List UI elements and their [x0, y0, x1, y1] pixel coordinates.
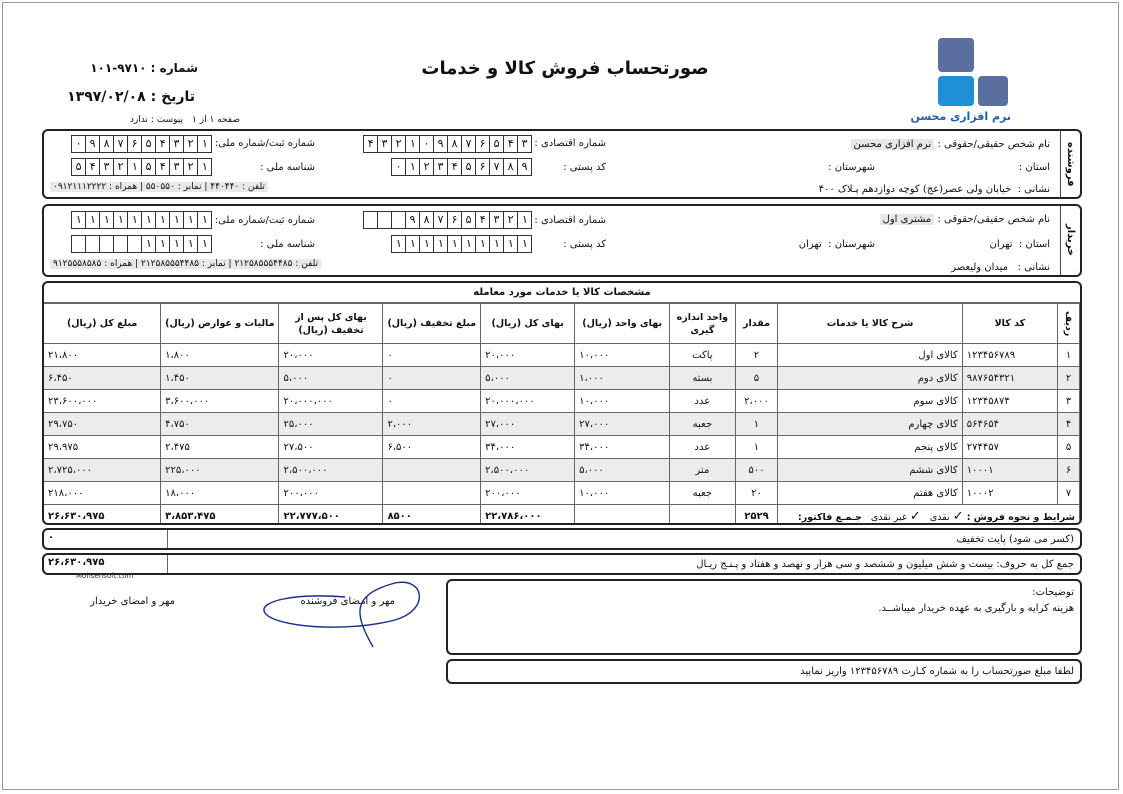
table-cell: ۰ [383, 390, 481, 413]
digit-cell: ۸ [99, 135, 114, 153]
table-cell: ۲ [735, 344, 778, 367]
digit-cell: ۲ [113, 158, 128, 176]
table-row [44, 413, 1080, 436]
items-total-row [44, 505, 1080, 526]
table-cell: کالای اول [778, 344, 962, 367]
digit-cell: ۵ [141, 135, 156, 153]
buyer-province: استان : تهران [989, 239, 1050, 250]
table-cell: ۱ [735, 413, 778, 436]
table-cell: ۲ [1058, 367, 1080, 390]
discount-section [42, 528, 1082, 550]
table-cell: ۵ [1058, 436, 1080, 459]
table-cell: ۴ [1058, 413, 1080, 436]
digit-cell: ۱ [461, 235, 476, 253]
digit-cell: ۱ [127, 211, 142, 229]
digit-cell: ۱ [197, 235, 212, 253]
table-cell: ۶،۵۰۰ [383, 436, 481, 459]
table-cell: ۲،۰۰۰ [383, 413, 481, 436]
table-cell: کالای سوم [778, 390, 962, 413]
discount-value: ۰ [48, 532, 55, 543]
noncash-check-icon: ✓ [909, 508, 921, 524]
digit-cell: ۱ [169, 235, 184, 253]
items-header-cell: مالیات و عوارض (ریال) [161, 304, 279, 344]
table-cell: ۱،۸۰۰ [161, 344, 279, 367]
seller-national-cells [72, 158, 212, 176]
table-row [44, 436, 1080, 459]
seller-name-value: نرم افزاری محسن [851, 139, 935, 150]
table-cell: ۲،۰۰۰ [735, 390, 778, 413]
digit-cell: ۲ [503, 211, 518, 229]
seller-postal-label: کد پستی : [563, 162, 606, 173]
items-section-title: مشخصات کالا یا خدمات مورد معامله [44, 283, 1080, 303]
table-cell: ۵۶۴۶۵۴ [962, 413, 1057, 436]
table-cell: بسته [670, 367, 735, 390]
digit-cell: ۱ [127, 158, 142, 176]
buyer-signature-label: مهر و امضای خریدار [90, 596, 175, 607]
table-cell: پاکت [670, 344, 735, 367]
table-cell: ۲،۷۲۵،۰۰۰ [44, 459, 161, 482]
table-cell: متر [670, 459, 735, 482]
items-section [42, 281, 1082, 525]
digit-cell: ۴ [363, 135, 378, 153]
words-section [42, 553, 1082, 575]
table-cell: ۵،۰۰۰ [279, 367, 383, 390]
digit-cell: ۴ [475, 211, 490, 229]
seller-city-label: شهرستان : [828, 162, 875, 173]
payment-text: لطفا مبلغ صورتحساب را به شماره کـارت ۱۲۳۴۵۶۷۸۹ واریز نمایید [800, 666, 1074, 677]
digit-cell: ۱ [197, 135, 212, 153]
table-cell: ۳۴،۰۰۰ [575, 436, 670, 459]
digit-cell: ۷ [113, 135, 128, 153]
digit-cell: ۱ [155, 235, 170, 253]
seller-signature-icon [255, 575, 435, 655]
buyer-economic-cells [364, 211, 532, 229]
buyer-reg-cells [72, 211, 212, 229]
seller-reg-cells [72, 135, 212, 153]
discount-value-cell [44, 530, 168, 548]
table-cell: ۹۸۷۶۵۴۳۲۱ [962, 367, 1057, 390]
total-gross: ۲۲،۷۸۶،۰۰۰ [481, 505, 575, 526]
digit-cell [85, 235, 100, 253]
digit-cell: ۱ [141, 235, 156, 253]
digit-cell: ۱ [141, 211, 156, 229]
digit-cell: ۱ [517, 211, 532, 229]
digit-cell: ۸ [503, 158, 518, 176]
seller-phone-line: تلفن : ۴۴۰۴۴۰ | نمابر : ۵۵۰۵۵۰ | همراه : ۰۹۱۲۱۱۱۲۲۲۲ [50, 182, 268, 192]
table-row [44, 482, 1080, 505]
digit-cell: ۵ [141, 158, 156, 176]
table-cell: ۲۹،۹۷۵ [44, 436, 161, 459]
table-cell: ۳۴،۰۰۰ [481, 436, 575, 459]
seller-economic-cells [364, 135, 532, 153]
digit-cell: ۶ [447, 211, 462, 229]
digit-cell [391, 211, 406, 229]
digit-cell: ۵ [489, 135, 504, 153]
table-cell: ۲۱۸،۰۰۰ [44, 482, 161, 505]
digit-cell: ۵ [461, 158, 476, 176]
table-cell: کالای پنجم [778, 436, 962, 459]
table-cell: ۴،۷۵۰ [161, 413, 279, 436]
items-header-cell: مقدار [735, 304, 778, 344]
table-cell: ۱۲۳۴۵۸۷۴ [962, 390, 1057, 413]
total-after-discount: ۲۲،۷۷۷،۵۰۰ [279, 505, 383, 526]
table-cell: کالای ششم [778, 459, 962, 482]
buyer-address-value: میدان ولیعصر [951, 262, 1009, 273]
seller-name-label: نام شخص حقیقی/حقوقی : نرم افزاری محسن [851, 139, 1050, 150]
digit-cell: ۱ [433, 235, 448, 253]
items-header-cell: مبلغ کل (ریال) [44, 304, 161, 344]
digit-cell: ۰ [71, 135, 86, 153]
digit-cell: ۳ [489, 211, 504, 229]
digit-cell: ۸ [447, 135, 462, 153]
buyer-postal-label: کد پستی : [563, 239, 606, 250]
digit-cell: ۱ [405, 235, 420, 253]
buyer-national-cells [72, 235, 212, 253]
table-cell: ۲۰،۰۰۰ [481, 344, 575, 367]
table-cell: ۵،۰۰۰ [575, 459, 670, 482]
table-cell: ۵۰۰ [735, 459, 778, 482]
table-cell: ۲۰۰،۰۰۰ [279, 482, 383, 505]
digit-cell: ۲ [391, 135, 406, 153]
table-row [44, 459, 1080, 482]
items-header-cell: بهای کل (ریال) [481, 304, 575, 344]
digit-cell: ۱ [197, 158, 212, 176]
digit-cell: ۷ [433, 211, 448, 229]
buyer-economic-label: شماره اقتصادی : [534, 215, 606, 226]
digit-cell: ۱ [419, 235, 434, 253]
total-amount: ۲۶،۶۳۰،۹۷۵ [44, 505, 161, 526]
buyer-section [42, 204, 1082, 277]
digit-cell: ۱ [489, 235, 504, 253]
logo-block-dark [938, 38, 974, 72]
table-cell: ۲۳،۶۰۰،۰۰۰ [44, 390, 161, 413]
table-cell: ۲۰،۰۰۰،۰۰۰ [481, 390, 575, 413]
table-cell: ۱۰،۰۰۰ [575, 344, 670, 367]
notes-label: توضیحات: [1032, 587, 1074, 598]
table-cell: ۳،۶۰۰،۰۰۰ [161, 390, 279, 413]
notes-section [446, 579, 1082, 655]
invoice-date: تاریخ : ۱۳۹۷/۰۲/۰۸ [67, 89, 195, 105]
table-cell: ۱۰۰۰۱ [962, 459, 1057, 482]
table-cell: ۲۹،۷۵۰ [44, 413, 161, 436]
total-unitprice-empty [575, 505, 670, 526]
table-cell: ۱ [1058, 344, 1080, 367]
discount-label: (کسر می شود) پایت تخفیف [956, 534, 1074, 545]
digit-cell: ۱ [517, 235, 532, 253]
payment-section [446, 659, 1082, 684]
table-row [44, 390, 1080, 413]
digit-cell: ۳ [169, 158, 184, 176]
sale-conditions: شرایط و نحوه فروش : ✓ نقدی ✓ غیر نقدی جـمـع فاکتور: [778, 505, 1080, 526]
buyer-address: نشانی : میدان ولیعصر [951, 262, 1050, 273]
buyer-reg-label: شماره ثبت/شماره ملی: [214, 215, 315, 226]
table-cell: ۵،۰۰۰ [481, 367, 575, 390]
buyer-name-label: نام شخص حقیقی/حقوقی : مشتری اول [880, 214, 1050, 225]
seller-postal-cells [392, 158, 532, 176]
buyer-name-value: مشتری اول [880, 214, 935, 225]
table-cell: کالای دوم [778, 367, 962, 390]
table-cell: ۰ [383, 367, 481, 390]
table-cell: ۱ [735, 436, 778, 459]
table-cell: عدد [670, 436, 735, 459]
digit-cell: ۰ [419, 135, 434, 153]
buyer-postal-cells [392, 235, 532, 253]
grand-total-cell [44, 555, 168, 573]
digit-cell: ۶ [127, 135, 142, 153]
total-qty: ۲۵۲۹ [735, 505, 778, 526]
digit-cell: ۶ [475, 158, 490, 176]
digit-cell: ۱ [169, 211, 184, 229]
table-cell: ۶ [1058, 459, 1080, 482]
digit-cell: ۱ [447, 235, 462, 253]
digit-cell: ۷ [461, 135, 476, 153]
digit-cell: ۳ [433, 158, 448, 176]
table-cell: ۳ [1058, 390, 1080, 413]
digit-cell: ۳ [99, 158, 114, 176]
digit-cell: ۷ [489, 158, 504, 176]
digit-cell: ۱ [405, 135, 420, 153]
digit-cell: ۰ [391, 158, 406, 176]
table-cell: ۲۷۴۴۵۷ [962, 436, 1057, 459]
notes-text: هزینه کرایه و بارگیری به عهده خریدار میباشــد. [878, 603, 1074, 614]
table-cell [383, 459, 481, 482]
digit-cell: ۴ [503, 135, 518, 153]
seller-signature-label: مهر و امضای فروشنده [300, 596, 395, 607]
table-cell: ۲،۵۰۰،۰۰۰ [481, 459, 575, 482]
digit-cell: ۴ [155, 158, 170, 176]
items-header-cell: واحد اندازه گیری [670, 304, 735, 344]
digit-cell: ۹ [85, 135, 100, 153]
seller-side-label: فروشنده [1060, 131, 1080, 197]
words-line: جمع کل به حروف: بیست و شش میلیون و ششصد و سی هزار و نهصد و هفتاد و پـنـج ریـال [696, 559, 1074, 570]
digit-cell: ۱ [183, 211, 198, 229]
table-cell: ۶،۴۵۰ [44, 367, 161, 390]
digit-cell [363, 211, 378, 229]
digit-cell: ۲ [183, 135, 198, 153]
items-header-cell: کد کالا [962, 304, 1057, 344]
digit-cell: ۱ [503, 235, 518, 253]
table-cell: جعبه [670, 413, 735, 436]
invoice-number: شماره : ۹۷۱۰-۱۰۱ [90, 61, 198, 75]
table-cell: ۲،۴۷۵ [161, 436, 279, 459]
table-cell: کالای هفتم [778, 482, 962, 505]
digit-cell: ۱ [99, 211, 114, 229]
items-header-cell: بهای واحد (ریال) [575, 304, 670, 344]
page-info: صفحه ۱ از ۱ [192, 115, 240, 125]
table-row [44, 367, 1080, 390]
seller-reg-label: شماره ثبت/شماره ملی: [214, 138, 315, 149]
digit-cell [377, 211, 392, 229]
digit-cell [99, 235, 114, 253]
table-cell: ۱،۴۵۰ [161, 367, 279, 390]
digit-cell: ۲ [183, 158, 198, 176]
digit-cell: ۱ [183, 235, 198, 253]
table-cell: ۲۲۵،۰۰۰ [161, 459, 279, 482]
table-cell: ۲۰ [735, 482, 778, 505]
table-cell: ۲،۵۰۰،۰۰۰ [279, 459, 383, 482]
table-cell: ۱۸،۰۰۰ [161, 482, 279, 505]
buyer-national-label: شناسه ملی : [260, 239, 315, 250]
digit-cell: ۵ [461, 211, 476, 229]
table-cell: ۲۰،۰۰۰،۰۰۰ [279, 390, 383, 413]
items-header-cell: ردیف [1058, 304, 1080, 344]
digit-cell: ۴ [155, 135, 170, 153]
total-tax: ۳،۸۵۳،۴۷۵ [161, 505, 279, 526]
table-cell: ۱۰،۰۰۰ [575, 390, 670, 413]
digit-cell: ۵ [71, 158, 86, 176]
digit-cell: ۱ [475, 235, 490, 253]
table-cell: ۲۵،۰۰۰ [279, 413, 383, 436]
seller-address-value: خیابان ولی عصر(عج) کوچه دوازدهم پـلاک ۴۰۰ [818, 184, 1012, 195]
total-unit-empty [670, 505, 735, 526]
table-cell: ۱۰،۰۰۰ [575, 482, 670, 505]
table-cell: ۱۰۰۰۲ [962, 482, 1057, 505]
table-cell: ۱،۰۰۰ [575, 367, 670, 390]
buyer-side-label: خریدار [1060, 206, 1080, 275]
digit-cell [113, 235, 128, 253]
table-cell: ۵ [735, 367, 778, 390]
items-header-row [44, 304, 1080, 344]
company-logo [910, 38, 1015, 128]
table-cell: ۲۰۰،۰۰۰ [481, 482, 575, 505]
table-cell: کالای چهارم [778, 413, 962, 436]
digit-cell: ۳ [169, 135, 184, 153]
digit-cell: ۴ [85, 158, 100, 176]
table-cell: ۰ [383, 344, 481, 367]
digit-cell: ۱ [85, 211, 100, 229]
table-row [44, 344, 1080, 367]
table-cell: ۲۷،۵۰۰ [279, 436, 383, 459]
digit-cell: ۱ [197, 211, 212, 229]
table-cell: جعبه [670, 482, 735, 505]
digit-cell: ۲ [419, 158, 434, 176]
buyer-city: شهرستان : تهران [798, 239, 875, 250]
attachment-info: پیوست : ندارد [129, 115, 183, 125]
table-cell: ۲۱،۸۰۰ [44, 344, 161, 367]
digit-cell [71, 235, 86, 253]
logo-text: نرم افزاری محسن [910, 110, 1011, 123]
digit-cell: ۹ [433, 135, 448, 153]
items-header-cell: بهای کل پس از تخفیف (ریال) [279, 304, 383, 344]
items-header-cell: شرح کالا یا خدمات [778, 304, 962, 344]
digit-cell [127, 235, 142, 253]
digit-cell: ۱ [155, 211, 170, 229]
invoice-title: صورتحساب فروش کالا و خدمات [421, 58, 709, 79]
digit-cell: ۶ [475, 135, 490, 153]
digit-cell: ۸ [419, 211, 434, 229]
table-cell: ۲۷،۰۰۰ [575, 413, 670, 436]
seller-address: نشانی : خیابان ولی عصر(عج) کوچه دوازدهم پـلاک ۴۰۰ [818, 184, 1050, 195]
digit-cell: ۱ [405, 158, 420, 176]
digit-cell: ۳ [517, 135, 532, 153]
digit-cell: ۹ [405, 211, 420, 229]
logo-block-blue [938, 76, 974, 106]
table-cell: ۲۰،۰۰۰ [279, 344, 383, 367]
logo-block-dark-2 [978, 76, 1008, 106]
seller-section [42, 129, 1082, 199]
digit-cell: ۳ [377, 135, 392, 153]
digit-cell: ۱ [71, 211, 86, 229]
cash-check-icon: ✓ [952, 508, 964, 524]
table-cell: ۱۲۳۴۵۶۷۸۹ [962, 344, 1057, 367]
table-cell: ۷ [1058, 482, 1080, 505]
digit-cell: ۴ [447, 158, 462, 176]
table-cell: ۲۷،۰۰۰ [481, 413, 575, 436]
digit-cell: ۱ [113, 211, 128, 229]
items-table [43, 303, 1080, 525]
seller-economic-label: شماره اقتصادی : [534, 138, 606, 149]
items-header-cell: مبلغ تخفیف (ریال) [383, 304, 481, 344]
total-discount: ۸۵۰۰ [383, 505, 481, 526]
table-cell: عدد [670, 390, 735, 413]
seller-province-label: استان : [1018, 162, 1050, 173]
digit-cell: ۱ [391, 235, 406, 253]
grand-total: ۲۶،۶۳۰،۹۷۵ [48, 557, 105, 568]
table-cell [383, 482, 481, 505]
seller-national-label: شناسه ملی : [260, 162, 315, 173]
words-value: بیست و شش میلیون و ششصد و سی هزار و نهصد و هفتاد و پـنـج ریـال [696, 559, 994, 570]
site-watermark: Mohsensoft.com [76, 572, 134, 580]
digit-cell: ۹ [517, 158, 532, 176]
buyer-phone-line: تلفن : ۲۱۲۵۸۵۵۵۴۴۸۵ | نمابر : ۲۱۲۵۸۵۵۵۴۴۸۵ | همراه : ۹۱۲۵۵۵۸۵۸۵ [50, 259, 321, 269]
